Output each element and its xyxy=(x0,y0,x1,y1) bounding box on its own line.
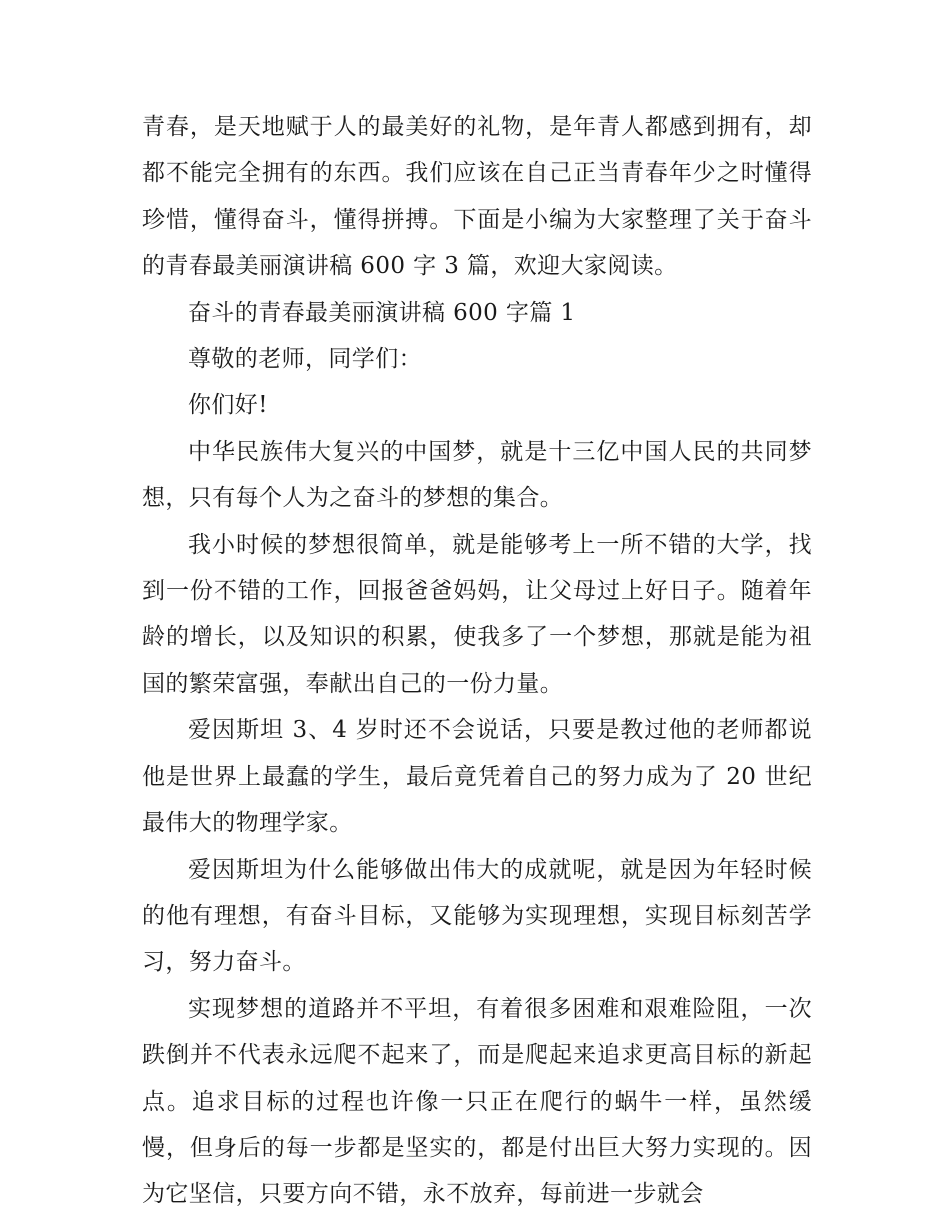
body-paragraph: 我小时候的梦想很简单，就是能够考上一所不错的大学，找到一份不错的工作，回报爸爸妈妈，让父母过上好日子。随着年龄的增长，以及知识的积累，使我多了一个梦想，那就是能为祖国的繁荣富强，奉献出自己的一份力量。 xyxy=(142,531,812,697)
body-paragraph: 爱因斯坦为什么能够做出伟大的成就呢，就是因为年轻时候的他有理想，有奋斗目标，又能够为实现理想，实现目标刻苦学习，努力奋斗。 xyxy=(142,856,812,976)
intro-paragraph: 青春，是天地赋于人的最美好的礼物，是年青人都感到拥有，却都不能完全拥有的东西。我们应该在自己正当青春年少之时懂得珍惜，懂得奋斗，懂得拼搏。下面是小编为大家整理了关于奋斗的青春最美丽演讲稿 600 字 3 篇，欢迎大家阅读。 xyxy=(142,114,812,280)
body-paragraph: 中华民族伟大复兴的中国梦，就是十三亿中国人民的共同梦想，只有每个人为之奋斗的梦想的集合。 xyxy=(142,438,812,512)
document-body xyxy=(142,104,812,1218)
body-paragraph: 实现梦想的道路并不平坦，有着很多困难和艰难险阻，一次跌倒并不代表永远爬不起来了，而是爬起来追求更高目标的新起点。追求目标的过程也许像一只正在爬行的蜗牛一样，虽然缓慢，但身后的每一步都是坚实的，都是付出巨大努力实现的。因为它坚信，只要方向不错，永不放弃，每前进一步就会 xyxy=(142,995,812,1208)
salutation: 尊敬的老师，同学们： xyxy=(188,346,422,373)
section-heading: 奋斗的青春最美丽演讲稿 600 字篇 1 xyxy=(188,299,576,326)
greeting: 你们好! xyxy=(188,392,268,419)
body-paragraph: 爱因斯坦 3、4 岁时还不会说话，只要是教过他的老师都说他是世界上最蠢的学生，最后竟凭着自己的努力成为了 20 世纪最伟大的物理学家。 xyxy=(142,717,812,837)
